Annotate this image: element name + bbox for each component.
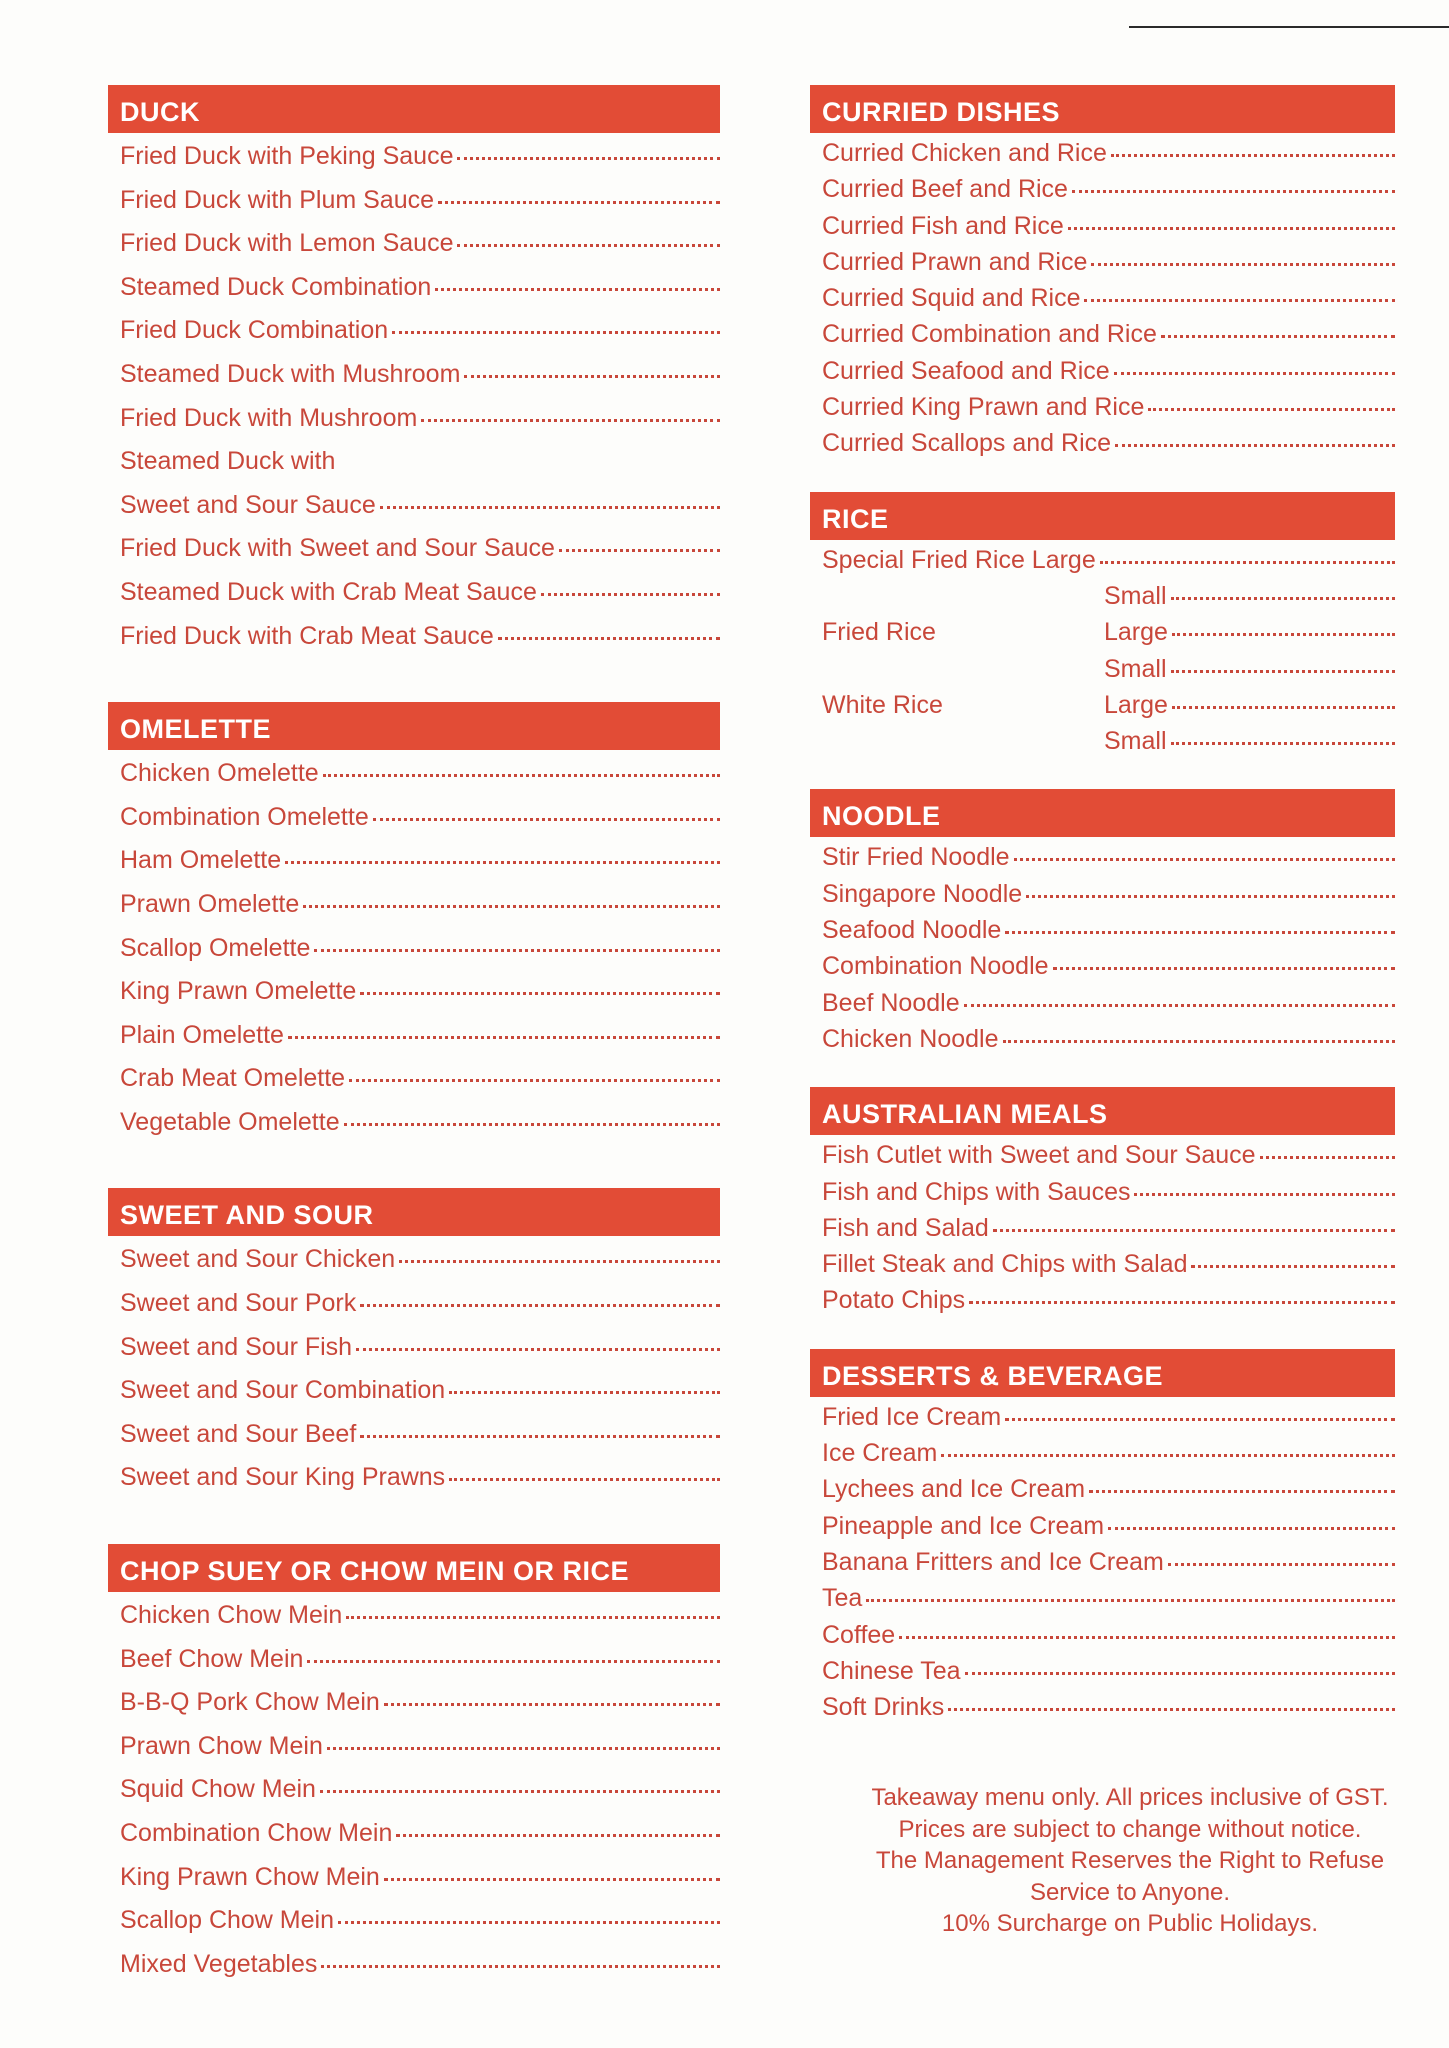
rice-size-row: Small [810,723,1395,759]
menu-item: Squid Chow Mein [108,1768,720,1812]
menu-item: Curried King Prawn and Rice [810,389,1395,425]
menu-item: Fried Duck with Plum Sauce [108,179,720,223]
white-rice-label: White Rice [822,690,943,719]
menu-item: Soft Drinks [810,1689,1395,1725]
section-noodle [810,789,1395,1057]
section-header-desserts: DESSERTS & BEVERAGE [810,1349,1395,1397]
menu-item: Steamed Duck with Mushroom [108,353,720,397]
menu-item: Chicken Chow Mein [108,1594,720,1638]
menu-item: Sweet and Sour Sauce [108,484,720,528]
menu-item: Combination Omelette [108,796,720,840]
menu-item: Combination Chow Mein [108,1812,720,1856]
menu-item: King Prawn Chow Mein [108,1856,720,1900]
note-line: Prices are subject to change without notice. [898,1815,1362,1843]
menu-item: Curried Scallops and Rice [810,425,1395,461]
menu-item: Curried Combination and Rice [810,316,1395,352]
section-header-chop-suey: CHOP SUEY OR CHOW MEIN OR RICE [108,1544,720,1592]
menu-item: Coffee [810,1617,1395,1653]
section-header-curried: CURRIED DISHES [810,85,1395,133]
menu-item: Crab Meat Omelette [108,1057,720,1101]
menu-item: Special Fried Rice Large [810,542,1395,578]
menu-item: Fish and Salad [810,1210,1395,1246]
menu-item: Mixed Vegetables [108,1943,720,1987]
section-rice [810,492,1395,760]
section-chop-suey [108,1544,720,1986]
menu-item: Fillet Steak and Chips with Salad [810,1246,1395,1282]
footer-notes [840,1782,1420,1940]
menu-item: Prawn Chow Mein [108,1725,720,1769]
section-header-omelette: OMELETTE [108,702,720,750]
menu-item: Seafood Noodle [810,912,1395,948]
section-omelette [108,702,720,1144]
rice-size-row: White Rice Large [810,687,1395,723]
section-desserts [810,1349,1395,1726]
menu-item: Curried Beef and Rice [810,171,1395,207]
note-line: 10% Surcharge on Public Holidays. [941,1910,1319,1937]
section-sweet-and-sour [108,1188,720,1500]
menu-item: Curried Squid and Rice [810,280,1395,316]
menu-item: Sweet and Sour Beef [108,1413,720,1457]
menu-item: Sweet and Sour Pork [108,1282,720,1326]
menu-item: Beef Chow Mein [108,1638,720,1682]
menu-item: Banana Fritters and Ice Cream [810,1544,1395,1580]
menu-item: Fried Duck Combination [108,309,720,353]
menu-item: Tea [810,1580,1395,1616]
rice-size-row: Fried Rice Large [810,614,1395,650]
section-header-sweet-and-sour: SWEET AND SOUR [108,1188,720,1236]
menu-item: Fish Cutlet with Sweet and Sour Sauce [810,1137,1395,1173]
menu-item: Curried Chicken and Rice [810,135,1395,171]
menu-item: Sweet and Sour Fish [108,1326,720,1370]
menu-item: King Prawn Omelette [108,970,720,1014]
menu-item: Curried Prawn and Rice [810,244,1395,280]
left-column [108,85,720,2030]
top-rule [1129,26,1449,28]
menu-item: Steamed Duck Combination [108,266,720,310]
menu-item: Chinese Tea [810,1653,1395,1689]
menu-item: Fried Duck with Mushroom [108,397,720,441]
section-header-duck: DUCK [108,85,720,133]
note-line: The Management Reserves the Right to Refuse [875,1847,1385,1874]
menu-item: Singapore Noodle [810,876,1395,912]
menu-item: Curried Fish and Rice [810,208,1395,244]
menu-item: Fried Duck with Lemon Sauce [108,222,720,266]
menu-item: Stir Fried Noodle [810,839,1395,875]
menu-item: Chicken Noodle [810,1021,1395,1057]
note-line: Service to Anyone. [1029,1878,1231,1906]
section-header-noodle: NOODLE [810,789,1395,837]
note-line: Takeaway menu only. All prices inclusive of GST. [871,1784,1389,1811]
menu-item: Steamed Duck with Crab Meat Sauce [108,571,720,615]
fried-rice-label: Fried Rice [822,618,936,647]
menu-item: Plain Omelette [108,1014,720,1058]
section-duck [108,85,720,658]
section-header-australian-meals: AUSTRALIAN MEALS [810,1087,1395,1135]
menu-item: Potato Chips [810,1282,1395,1318]
menu-item: Combination Noodle [810,948,1395,984]
rice-size-row: Small [810,651,1395,687]
menu-item: Lychees and Ice Cream [810,1471,1395,1507]
menu-item: Fried Duck with Peking Sauce [108,135,720,179]
menu-item: Ham Omelette [108,839,720,883]
menu-item: Fish and Chips with Sauces [810,1174,1395,1210]
menu-item: Fried Duck with Sweet and Sour Sauce [108,527,720,571]
menu-item: Chicken Omelette [108,752,720,796]
menu-item: Steamed Duck with [120,447,336,476]
section-header-rice: RICE [810,492,1395,540]
menu-item: Vegetable Omelette [108,1101,720,1145]
menu-item: Ice Cream [810,1435,1395,1471]
right-column [810,85,1395,1769]
menu-item: Prawn Omelette [108,883,720,927]
section-curried [810,85,1395,462]
section-australian-meals [810,1087,1395,1318]
menu-item: Curried Seafood and Rice [810,353,1395,389]
menu-item: Fried Duck with Crab Meat Sauce [108,615,720,659]
menu-item: Beef Noodle [810,985,1395,1021]
rice-size-row: Small [810,578,1395,614]
menu-item: Sweet and Sour King Prawns [108,1456,720,1500]
menu-item: Pineapple and Ice Cream [810,1508,1395,1544]
menu-item: Sweet and Sour Combination [108,1369,720,1413]
menu-item: B-B-Q Pork Chow Mein [108,1681,720,1725]
menu-item: Scallop Omelette [108,927,720,971]
menu-item: Scallop Chow Mein [108,1899,720,1943]
menu-item: Fried Ice Cream [810,1399,1395,1435]
menu-item: Sweet and Sour Chicken [108,1238,720,1282]
